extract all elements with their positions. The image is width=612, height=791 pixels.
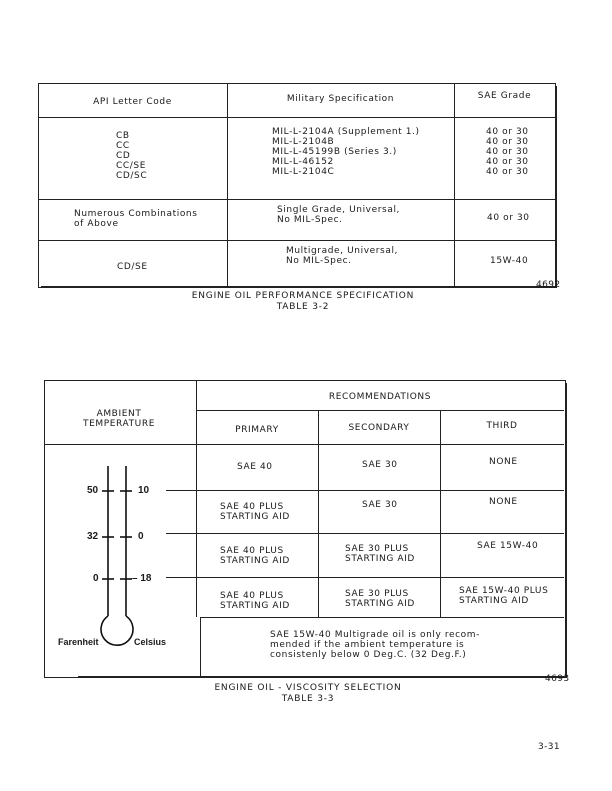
- third-cell: NONE: [489, 497, 518, 507]
- sae-grade-cell: 40 or 30: [486, 137, 529, 147]
- api-code-cell: Numerous Combinations: [74, 209, 198, 219]
- secondary-cell: SAE 30 PLUS: [345, 589, 409, 599]
- table-number: TABLE 3-3: [281, 694, 335, 704]
- sae-grade-cell: 15W-40: [490, 256, 529, 266]
- secondary-cell: STARTING AID: [345, 554, 415, 564]
- fahrenheit-tick: 32: [87, 531, 99, 542]
- primary-cell: SAE 40 PLUS: [220, 546, 284, 556]
- mil-spec-cell: Single Grade, Universal,: [277, 205, 401, 215]
- primary-cell: STARTING AID: [220, 556, 290, 566]
- api-code-cell: CC: [116, 141, 130, 151]
- secondary-header: SECONDARY: [348, 423, 410, 433]
- third-cell: SAE 15W-40: [477, 541, 539, 551]
- recommendations-header: RECOMMENDATIONS: [328, 392, 432, 402]
- mil-spec-cell: No MIL-Spec.: [277, 215, 343, 225]
- primary-cell: SAE 40 PLUS: [220, 591, 284, 601]
- figure-number: 4692: [536, 280, 561, 290]
- table-row: [345, 589, 415, 609]
- mil-spec-cell: MIL-L-2104B: [272, 137, 335, 147]
- api-code-cell: CD/SC: [116, 171, 148, 181]
- primary-header: PRIMARY: [235, 425, 279, 435]
- celsius-tick: 0: [138, 531, 144, 542]
- third-cell: SAE 15W-40 PLUS: [459, 586, 549, 596]
- table-number: TABLE 3-2: [276, 302, 330, 312]
- table-row: [486, 127, 529, 177]
- table-row: [220, 591, 290, 611]
- note-line: SAE 15W-40 Multigrade oil is only recom-: [270, 630, 480, 640]
- sae-grade-cell: 40 or 30: [486, 167, 529, 177]
- third-header: THIRD: [486, 421, 518, 431]
- mil-spec-cell: Multigrade, Universal,: [286, 246, 399, 256]
- secondary-cell: SAE 30: [362, 460, 398, 470]
- sae-grade-cell: 40 or 30: [486, 127, 529, 137]
- primary-cell: SAE 40 PLUS: [220, 502, 284, 512]
- api-code-cell: CC/SE: [116, 161, 146, 171]
- note-line: mended if the ambient temperature is: [270, 640, 465, 650]
- table-row: [277, 205, 400, 225]
- mil-spec-cell: MIL-L-46152: [272, 157, 334, 167]
- primary-cell: STARTING AID: [220, 601, 290, 611]
- fahrenheit-label: Farenheit: [58, 637, 99, 647]
- table-row: [345, 544, 415, 564]
- table-row: [272, 127, 420, 177]
- primary-cell: SAE 40: [237, 462, 273, 472]
- primary-cell: STARTING AID: [220, 512, 290, 522]
- third-cell: STARTING AID: [459, 596, 529, 606]
- mil-spec-cell: MIL-L-2104C: [272, 167, 335, 177]
- table-caption: ENGINE OIL PERFORMANCE SPECIFICATION: [191, 291, 415, 301]
- figure-number: 4693: [545, 674, 570, 684]
- celsius-tick: 10: [138, 485, 150, 496]
- secondary-cell: STARTING AID: [345, 599, 415, 609]
- table-row: [459, 586, 548, 606]
- note-line: consistenly below 0 Deg.C. (32 Deg.F.): [270, 650, 467, 660]
- table-row: [74, 209, 198, 229]
- fahrenheit-tick: 50: [87, 485, 99, 496]
- multigrade-note: [270, 630, 480, 660]
- table-row: [116, 131, 147, 181]
- api-letter-code-header: API Letter Code: [93, 97, 172, 107]
- api-code-cell: of Above: [74, 219, 119, 229]
- mil-spec-cell: No MIL-Spec.: [286, 256, 352, 266]
- mil-spec-cell: MIL-L-2104A (Supplement 1.): [272, 127, 420, 137]
- sae-grade-header: SAE Grade: [477, 91, 532, 101]
- secondary-cell: SAE 30: [362, 500, 398, 510]
- api-code-cell: CB: [116, 131, 130, 141]
- ambient-temperature-header: TEMPERATURE: [82, 419, 156, 429]
- sae-grade-cell: 40 or 30: [486, 157, 529, 167]
- celsius-tick: – 18: [132, 573, 152, 584]
- sae-grade-cell: 40 or 30: [486, 147, 529, 157]
- table-caption: ENGINE OIL - VISCOSITY SELECTION: [214, 683, 402, 693]
- table-row: [286, 246, 398, 266]
- table-row: [220, 502, 290, 522]
- celsius-label: Celsius: [134, 637, 167, 647]
- secondary-cell: SAE 30 PLUS: [345, 544, 409, 554]
- page-number: 3-31: [538, 742, 561, 752]
- third-cell: NONE: [489, 457, 518, 467]
- mil-spec-cell: MIL-L-45199B (Series 3.): [272, 147, 397, 157]
- table-row: [220, 546, 290, 566]
- api-code-cell: CD/SE: [117, 262, 148, 272]
- military-specification-header: Military Specification: [286, 94, 395, 104]
- ambient-temperature-header: AMBIENT: [96, 409, 142, 419]
- sae-grade-cell: 40 or 30: [487, 213, 530, 223]
- api-code-cell: CD: [116, 151, 131, 161]
- fahrenheit-tick: 0: [93, 573, 99, 584]
